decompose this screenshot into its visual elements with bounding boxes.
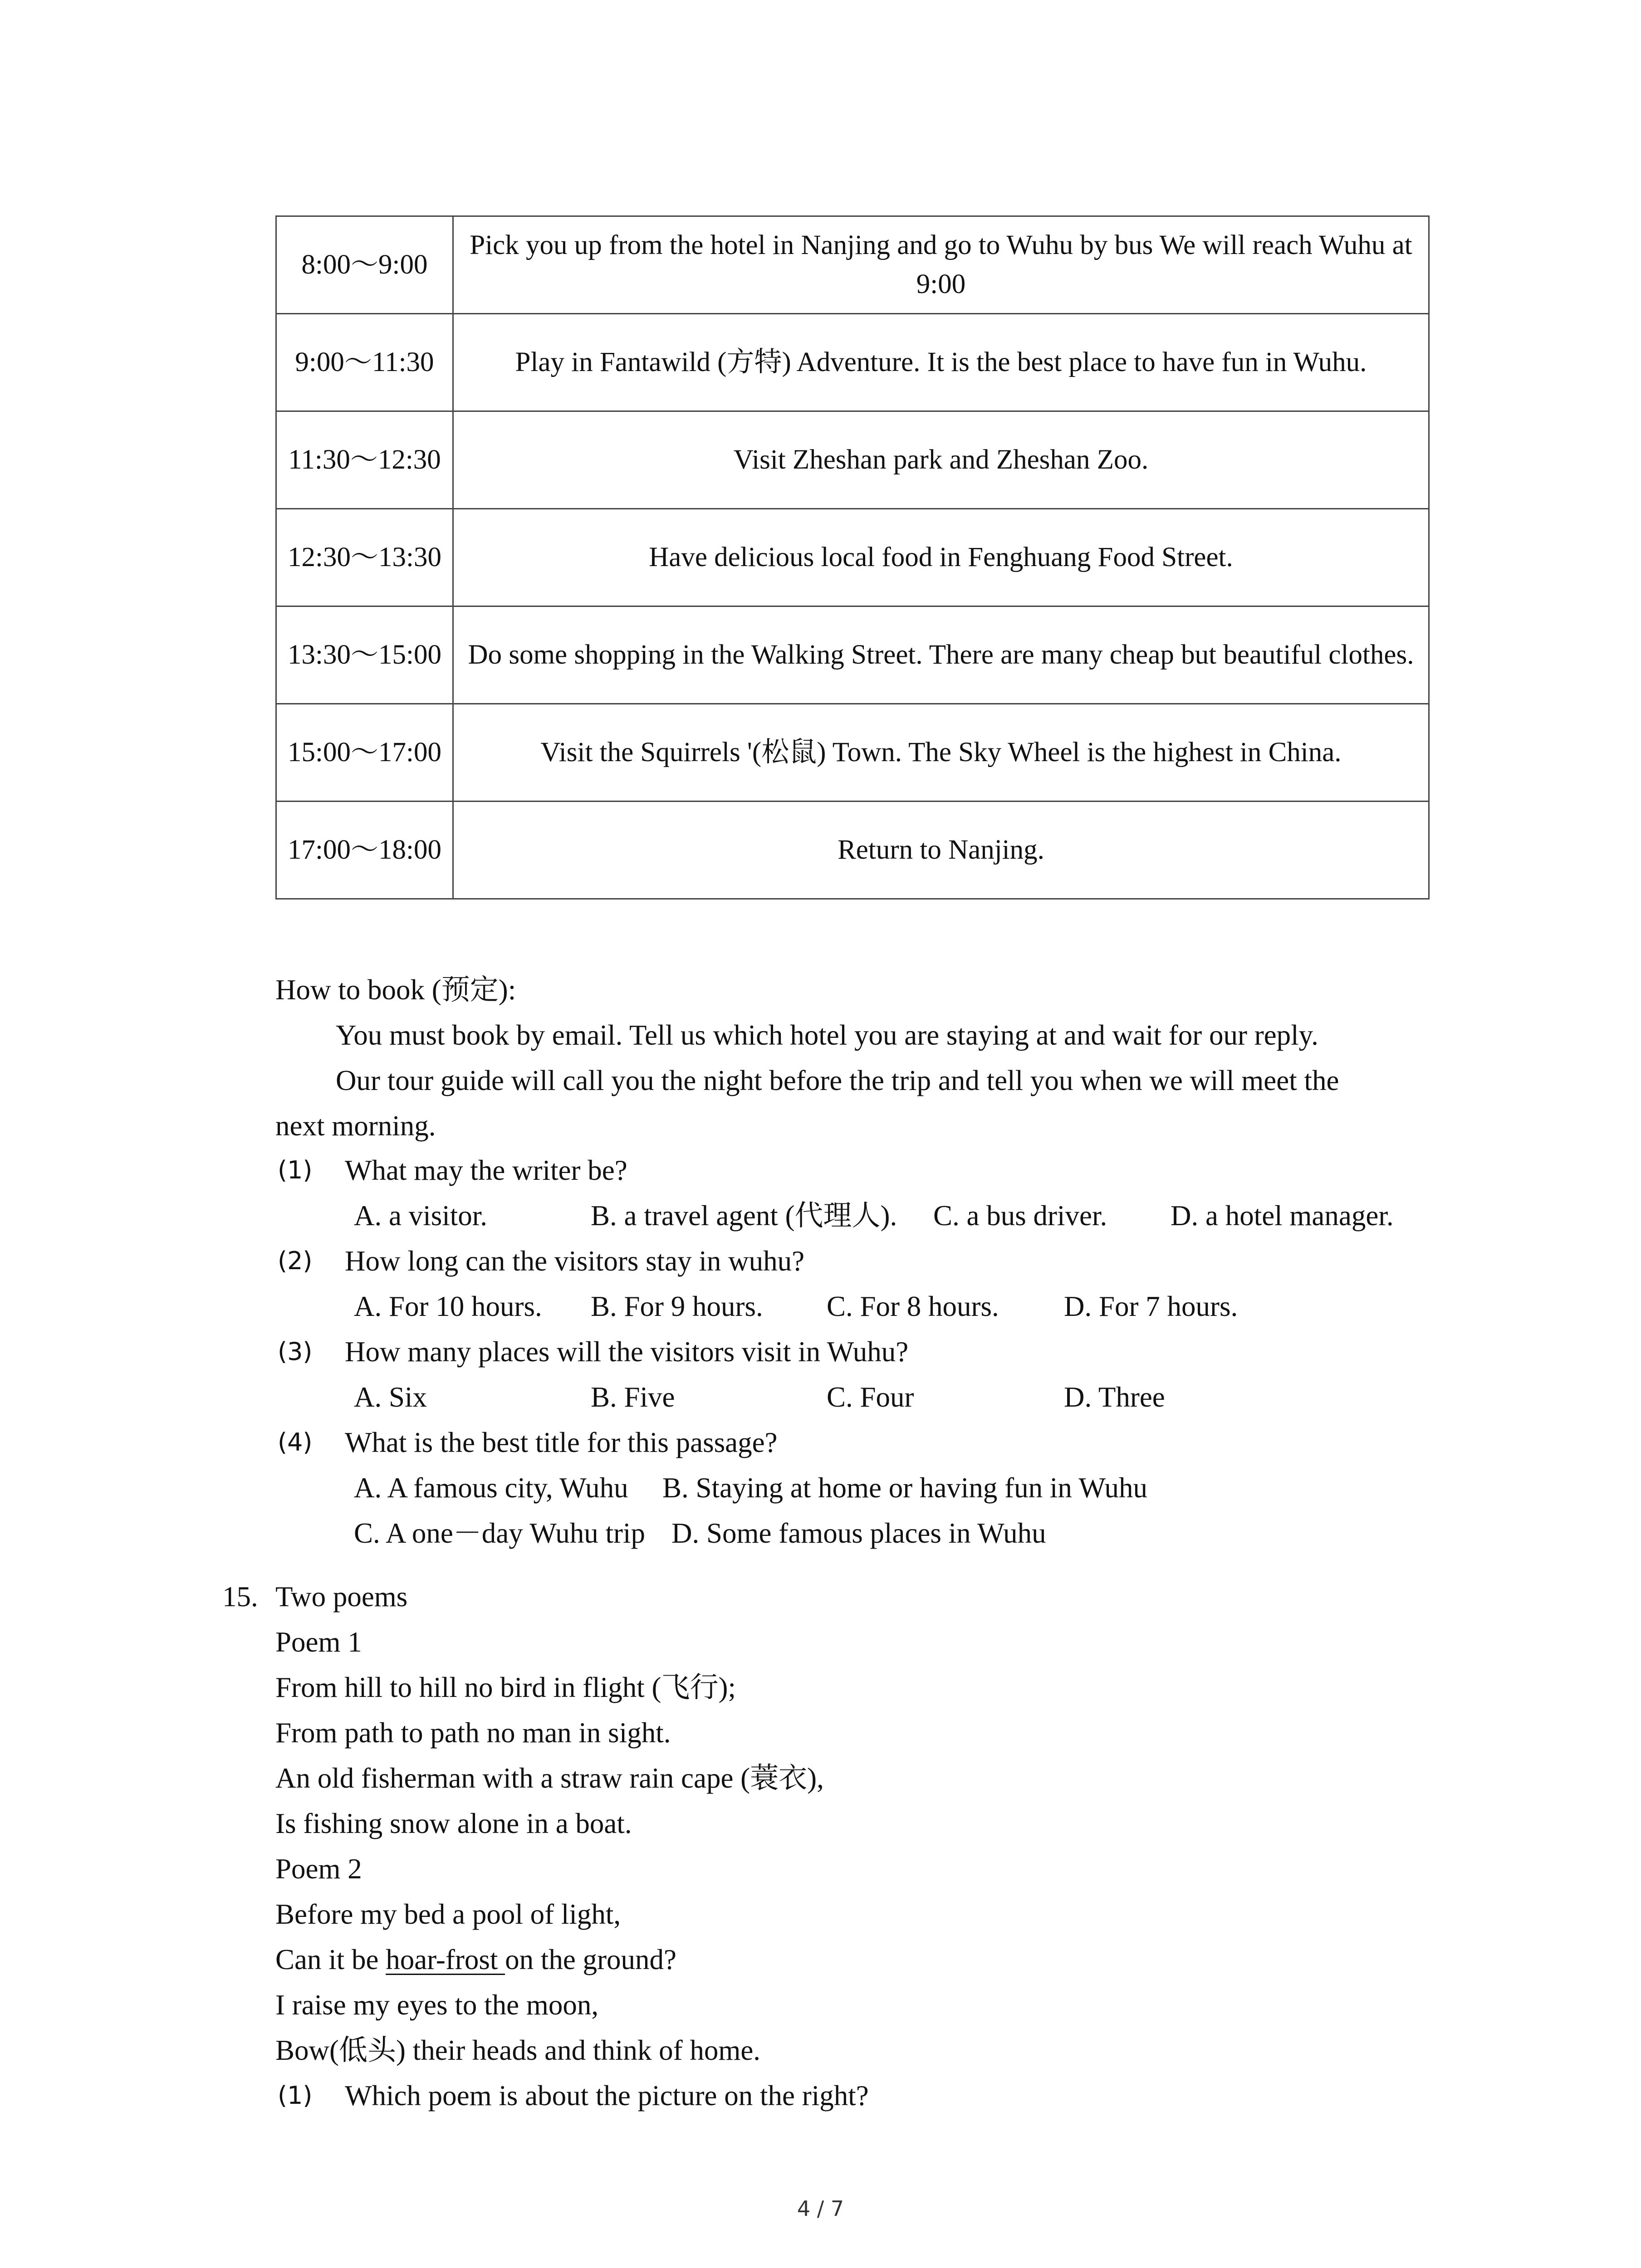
option[interactable]: D. Three	[1064, 1381, 1165, 1413]
table-row	[276, 704, 1429, 802]
poem-line: Is fishing snow alone in a boat.	[275, 1808, 632, 1839]
table-row	[276, 509, 1429, 606]
activity-cell: Pick you up from the hotel in Nanjing and go to Wuhu by bus We will reach Wuhu at 9:00	[453, 216, 1429, 314]
option[interactable]: C. a bus driver.	[933, 1200, 1107, 1232]
question-number: (1)	[278, 1156, 313, 1184]
question-text: What is the best title for this passage?	[345, 1427, 778, 1458]
booking-paragraph: next morning.	[275, 1110, 436, 1142]
time-cell: 13:30～15:00	[276, 606, 453, 704]
option[interactable]: A. For 10 hours.	[354, 1290, 542, 1322]
poem-text: Can it be	[275, 1944, 386, 1975]
table-row	[276, 802, 1429, 899]
option[interactable]: D. a hotel manager.	[1171, 1200, 1394, 1232]
option[interactable]: B. Staying at home or having fun in Wuhu	[662, 1472, 1147, 1504]
activity-cell: Have delicious local food in Fenghuang Food Street.	[453, 509, 1429, 606]
underlined-word: hoar-frost	[386, 1944, 505, 1975]
poem-title: Poem 1	[275, 1626, 362, 1658]
option[interactable]: D. Some famous places in Wuhu	[671, 1517, 1046, 1549]
poem-line: Bow(低头) their heads and think of home.	[275, 2034, 761, 2066]
booking-paragraph: You must book by email. Tell us which hotel you are staying at and wait for our reply.	[336, 1019, 1318, 1051]
option[interactable]: A. a visitor.	[354, 1200, 487, 1232]
question-options	[0, 1379, 1641, 1415]
option[interactable]: C. For 8 hours.	[827, 1290, 999, 1322]
schedule-table	[275, 215, 1430, 899]
question-options	[0, 1470, 1641, 1506]
time-cell: 9:00～11:30	[276, 314, 453, 411]
poem-line: An old fisherman with a straw rain cape (蓑衣),	[275, 1762, 824, 1794]
poem-line: Before my bed a pool of light,	[275, 1898, 621, 1930]
option[interactable]: A. A famous city, Wuhu	[354, 1472, 628, 1504]
question-text: How many places will the visitors visit in Wuhu?	[345, 1336, 909, 1368]
table-row	[276, 216, 1429, 314]
question-text: What may the writer be?	[345, 1154, 627, 1186]
option[interactable]: D. For 7 hours.	[1064, 1290, 1238, 1322]
poem-title: Poem 2	[275, 1853, 362, 1885]
section-title: Two poems	[275, 1581, 408, 1613]
question-number: (1)	[278, 2081, 313, 2110]
option[interactable]: C. A one－day Wuhu trip	[354, 1517, 646, 1549]
section-number: 15.	[222, 1581, 258, 1613]
question-options	[0, 1288, 1641, 1325]
poem-line	[275, 1941, 676, 1978]
poem-text: on the ground?	[505, 1944, 677, 1975]
option[interactable]: B. a travel agent (代理人).	[591, 1200, 897, 1232]
time-cell: 15:00～17:00	[276, 704, 453, 802]
table-row	[276, 606, 1429, 704]
page-number: 4 / 7	[797, 2196, 844, 2221]
poem-line: I raise my eyes to the moon,	[275, 1989, 599, 2021]
time-cell: 11:30～12:30	[276, 411, 453, 509]
question-text: How long can the visitors stay in wuhu?	[345, 1245, 805, 1277]
time-cell: 17:00～18:00	[276, 802, 453, 899]
question-options	[0, 1198, 1641, 1234]
question-options	[0, 1515, 1641, 1551]
time-cell: 8:00～9:00	[276, 216, 453, 314]
time-cell: 12:30～13:30	[276, 509, 453, 606]
activity-cell: Play in Fantawild (方特) Adventure. It is the best place to have fun in Wuhu.	[453, 314, 1429, 411]
option[interactable]: B. Five	[591, 1381, 675, 1413]
activity-cell: Visit the Squirrels '(松鼠) Town. The Sky Wheel is the highest in China.	[453, 704, 1429, 802]
question-text: Which poem is about the picture on the right?	[345, 2080, 869, 2112]
booking-paragraph: Our tour guide will call you the night before the trip and tell you when we will meet the	[336, 1065, 1339, 1096]
activity-cell: Do some shopping in the Walking Street. There are many cheap but beautiful clothes.	[453, 606, 1429, 704]
booking-heading: How to book (预定):	[275, 974, 516, 1006]
activity-cell: Return to Nanjing.	[453, 802, 1429, 899]
option[interactable]: A. Six	[354, 1381, 427, 1413]
question-number: (3)	[278, 1337, 313, 1366]
option[interactable]: B. For 9 hours.	[591, 1290, 763, 1322]
option[interactable]: C. Four	[827, 1381, 914, 1413]
poem-line: From path to path no man in sight.	[275, 1717, 671, 1749]
poem-line: From hill to hill no bird in flight (飞行);	[275, 1672, 736, 1703]
question-number: (2)	[278, 1246, 313, 1275]
table-row	[276, 314, 1429, 411]
activity-cell: Visit Zheshan park and Zheshan Zoo.	[453, 411, 1429, 509]
question-number: (4)	[278, 1428, 313, 1457]
table-row	[276, 411, 1429, 509]
